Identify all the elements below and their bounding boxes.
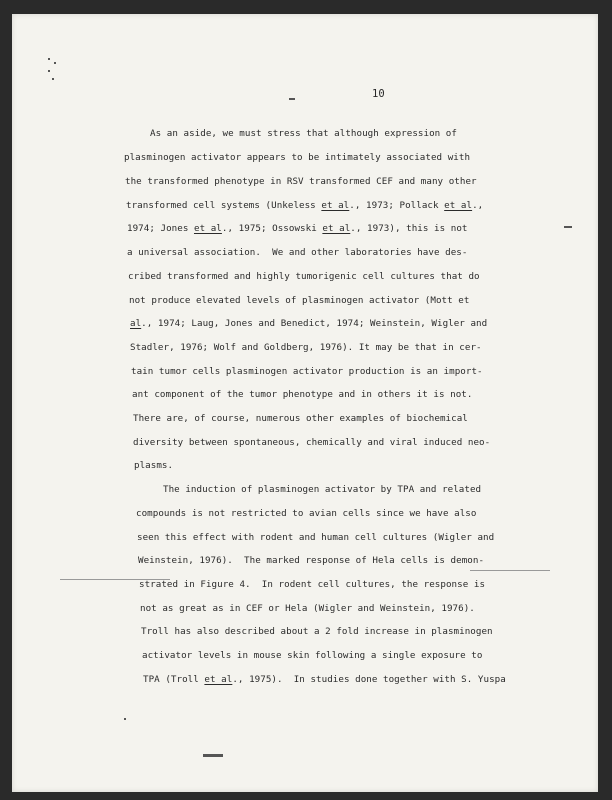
paragraph-1-line: 1974; Jones et al., 1975; Ossowski et al., 1973), this is not [127,223,468,234]
paragraph-1-line: transformed cell systems (Unkeless et al., 1973; Pollack et al., [126,200,484,211]
scan-speck [48,58,50,60]
scan-speck [124,718,126,720]
scan-speck [289,98,295,100]
citation-emphasis: et al [193,223,222,234]
citation-emphasis: et al [444,200,473,211]
paragraph-2-line: strated in Figure 4. In rodent cell cultures, the response is [139,579,486,590]
paragraph-2-line: compounds is not restricted to avian cells since we have also [136,508,477,519]
paragraph-1-line: the transformed phenotype in RSV transformed CEF and many other [125,176,477,187]
scan-speck [54,62,56,64]
scan-speck [52,78,54,80]
paragraph-1-line: As an aside, we must stress that although expression of [150,128,457,139]
paragraph-2-line: not as great as in CEF or Hela (Wigler and Weinstein, 1976). [140,603,475,614]
paragraph-1-line: tain tumor cells plasminogen activator production is an import- [131,366,483,377]
paragraph-2-line: Weinstein, 1976). The marked response of Hela cells is demon- [138,555,485,566]
paragraph-2-line: activator levels in mouse skin following a single exposure to [142,650,483,661]
scan-speck [564,226,572,228]
paragraph-1-line: There are, of course, numerous other examples of biochemical [133,413,468,424]
paragraph-1-line: al., 1974; Laug, Jones and Benedict, 1974; Weinstein, Wigler and [130,318,488,329]
paragraph-1-line: diversity between spontaneous, chemically and viral induced neo- [133,437,491,448]
paragraph-1-line: not produce elevated levels of plasminogen activator (Mott et [129,295,470,306]
scan-speck [48,70,50,72]
page-number: 10 [372,88,385,100]
paragraph-1-line: a universal association. We and other laboratories have des- [127,247,468,258]
paragraph-1-line: plasminogen activator appears to be intimately associated with [124,152,471,163]
scan-line [470,570,550,571]
paragraph-1-line: Stadler, 1976; Wolf and Goldberg, 1976). It may be that in cer- [130,342,482,353]
citation-emphasis: al [130,318,142,329]
citation-emphasis: et al [322,223,351,234]
paragraph-1-line: plasms. [134,460,174,471]
citation-emphasis: et al [204,674,233,685]
citation-emphasis: et al [321,200,350,211]
paragraph-2-line: Troll has also described about a 2 fold increase in plasminogen [141,626,493,637]
paragraph-1-line: ant component of the tumor phenotype and in others it is not. [132,389,473,400]
paragraph-1-line: cribed transformed and highly tumorigenic cell cultures that do [128,271,480,282]
scan-speck [203,754,223,757]
paragraph-2-line: TPA (Troll et al., 1975). In studies done together with S. Yuspa [143,674,506,685]
paragraph-2-line: The induction of plasminogen activator by TPA and related [163,484,482,495]
paragraph-2-line: seen this effect with rodent and human cell cultures (Wigler and [137,532,495,543]
